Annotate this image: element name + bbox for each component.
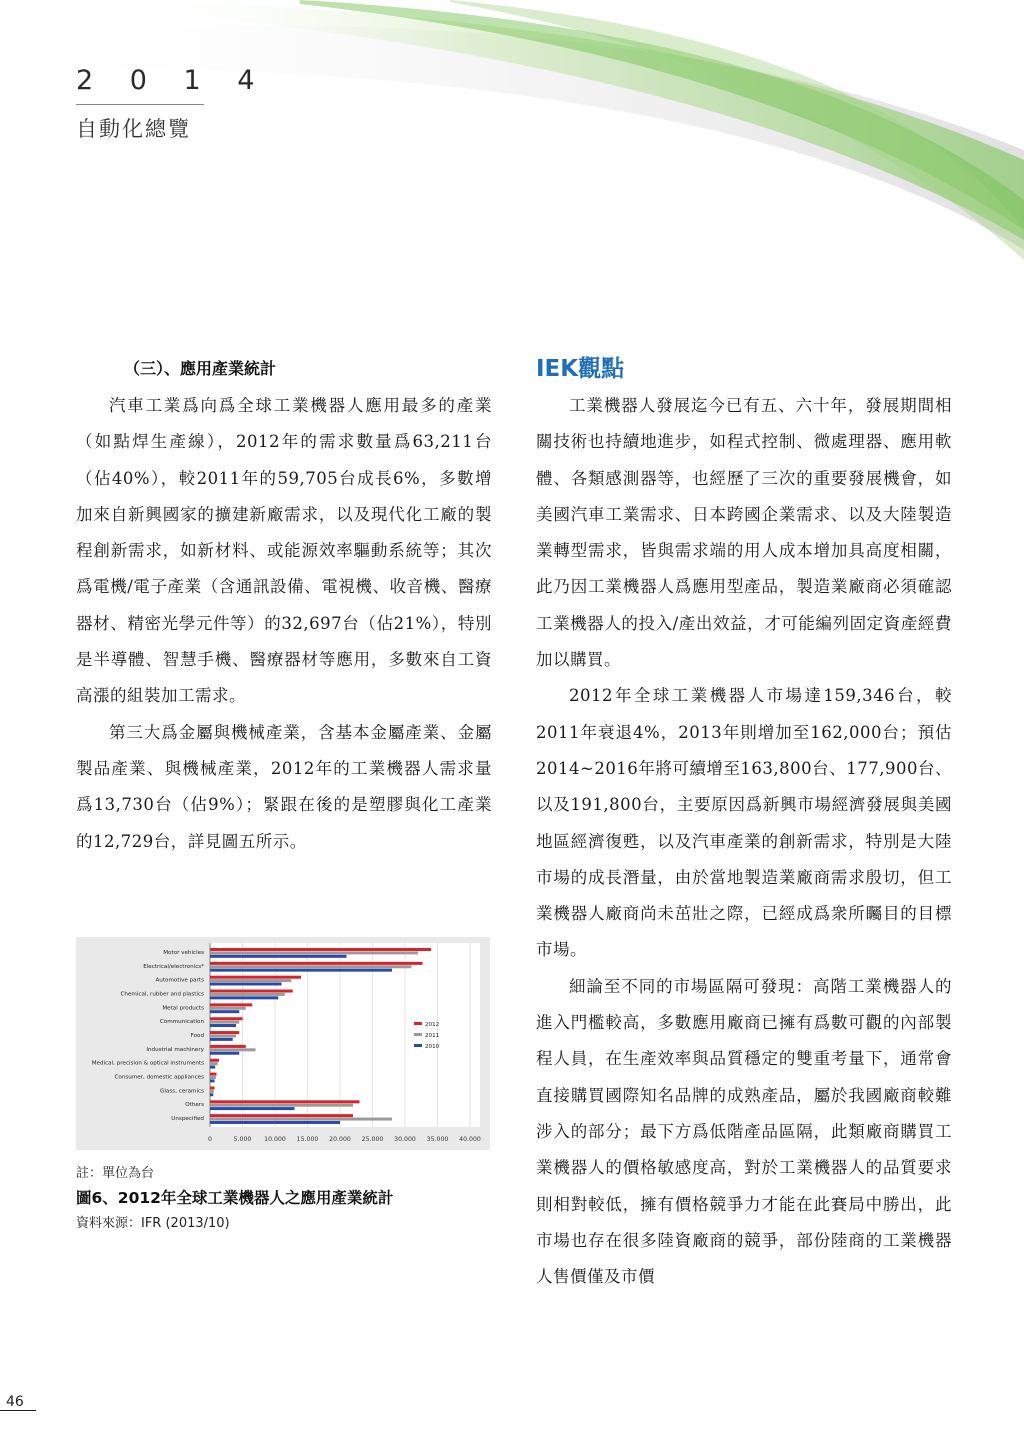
bar-2012 (210, 1003, 252, 1006)
header-rule (76, 104, 204, 105)
category-label: Glass, ceramics (160, 1088, 204, 1095)
x-tick-label: 30.000 (394, 1136, 416, 1143)
bar-2011 (210, 1076, 216, 1079)
bar-2011 (210, 1090, 214, 1093)
bar-2010 (210, 1121, 340, 1124)
bar-2010 (210, 955, 347, 958)
bar-2011 (210, 951, 418, 954)
bar-2010 (210, 1052, 239, 1055)
bar-2010 (210, 1093, 213, 1096)
body-paragraph: 第三大爲金屬與機械產業，含基本金屬產業、金屬製品產業、與機械產業，2012年的工業機器人需求量爲13,730台（佔9%）；緊跟在後的是塑膠與化工產業的12,729台，詳見圖五所示。 (76, 722, 492, 851)
header-year: 2 0 1 4 (76, 65, 269, 96)
bar-2012 (210, 1073, 217, 1076)
figure-source: 資料來源：IFR (2013/10) (76, 1216, 230, 1231)
x-tick-label: 40.000 (459, 1136, 481, 1143)
x-tick-label: 35.000 (426, 1136, 449, 1143)
category-label: Chemical, rubber and plastics (120, 991, 204, 998)
bar-2010 (210, 996, 278, 999)
bar-2012 (210, 1059, 219, 1062)
legend-label: 2012 (425, 1022, 440, 1028)
figure-note: 註：單位為台 (76, 1166, 155, 1181)
application-industry-chart (76, 937, 490, 1150)
category-label: Consumer, domestic appliances (114, 1074, 204, 1081)
category-label: Unspecified (171, 1116, 204, 1123)
bar-2010 (210, 1010, 239, 1013)
bar-2011 (210, 993, 285, 996)
legend-label: 2011 (425, 1033, 440, 1039)
bar-2010 (210, 1024, 236, 1027)
figure-title: 圖6、2012年全球工業機器人之應用產業統計 (76, 1189, 394, 1207)
left-column (76, 356, 492, 860)
bar-2011 (210, 1048, 256, 1051)
body-paragraph: 細論至不同的市場區隔可發現：高階工業機器人的進入門檻較高，多數應用廠商已擁有爲數可觀的內部製程人員，在生產效率與品質穩定的雙重考量下，通常會直接購買國際知名品牌的成熟產品，屬於我國廠商較難涉入的部分；最下方爲低階產品區隔，此類廠商購買工業機器人的價格敏感度高，對於工業機器人的品質要求則相對較低，擁有價格競爭力才能在此賽局中勝出，此市場也存在很多陸資廠商的競爭，部份陸商的工業機器人售價僅及市價 (536, 976, 952, 1287)
running-header (76, 66, 268, 143)
x-tick-label: 20.000 (329, 1136, 351, 1143)
category-label: Industrial machinery (146, 1046, 204, 1053)
bar-2012 (210, 1086, 215, 1089)
bar-2010 (210, 1079, 215, 1082)
bar-2012 (210, 990, 293, 993)
bar-2010 (210, 1038, 233, 1041)
legend-swatch (414, 1033, 422, 1036)
bar-2012 (210, 1031, 239, 1034)
category-label: Automotive parts (155, 977, 204, 984)
bar-2011 (210, 1007, 246, 1010)
category-label: Electrical/electronics* (143, 963, 204, 970)
x-tick-label: 5.000 (233, 1136, 252, 1143)
bar-2011 (210, 1034, 236, 1037)
bar-2011 (210, 1021, 239, 1024)
bar-2011 (210, 1118, 392, 1121)
bar-2010 (210, 982, 282, 985)
bar-2011 (210, 979, 291, 982)
category-label: Communication (159, 1019, 204, 1026)
body-paragraph: 工業機器人發展迄今已有五、六十年，發展期間相關技術也持續地進步，如程式控制、微處理器、應用軟體、各類感測器等，也經歷了三次的重要發展機會，如美國汽車工業需求、日本跨國企業需求、以及大陸製造業轉型需求，皆與需求端的用人成本增加具高度相關，此乃因工業機器人爲應用型產品，製造業廠商必須確認工業機器人的投入/產出效益，才可能編列固定資產經費加以購買。 (536, 396, 952, 670)
x-tick-label: 0 (208, 1136, 212, 1143)
category-label: Motor vehicles (163, 949, 204, 956)
x-tick-label: 15.000 (296, 1136, 319, 1143)
bar-2012 (210, 1100, 360, 1103)
bar-2010 (210, 969, 392, 972)
legend-label: 2010 (425, 1044, 440, 1050)
category-label: Others (185, 1102, 204, 1109)
section-heading: （三）、應用產業統計 (124, 359, 277, 378)
bar-2012 (210, 1045, 246, 1048)
bar-2012 (210, 962, 423, 965)
legend-swatch (414, 1022, 422, 1025)
bar-2011 (210, 1104, 353, 1107)
chart-svg (76, 937, 490, 1150)
bar-2010 (210, 1107, 295, 1110)
bar-2012 (210, 976, 301, 979)
bar-2011 (210, 1062, 218, 1065)
right-column (536, 356, 952, 1295)
category-label: Food (190, 1033, 204, 1039)
bar-2010 (210, 1066, 215, 1069)
page-number-rule (0, 1410, 36, 1411)
bar-2011 (210, 965, 412, 968)
bar-2012 (210, 1114, 353, 1117)
bar-2012 (210, 948, 431, 951)
iek-heading: IEK觀點 (536, 356, 625, 382)
body-paragraph: 2012年全球工業機器人市場達159,346台，較2011年衰退4%，2013年則增加至162,000台；預估2014~2016年將可續增至163,800台、177,900台、以及191,800台，主要原因爲新興市場經濟發展與美國地區經濟復甦，以及汽車產業的創新需求，特別是大陸市場的成長潛量，由於當地製造業廠商需求殷切，但工業機器人廠商尚未茁壯之際，已經成爲衆所矚目的目標市場。 (536, 686, 952, 960)
category-label: Metal products (162, 1005, 204, 1012)
category-label: Medical, precision & optical instruments (91, 1060, 204, 1067)
page-number: 46 (6, 1394, 24, 1410)
header-title: 自動化總覽 (76, 117, 191, 141)
legend-swatch (414, 1044, 422, 1047)
x-tick-label: 25.000 (361, 1136, 384, 1143)
x-tick-label: 10.000 (264, 1136, 286, 1143)
bar-2012 (210, 1017, 243, 1020)
body-paragraph: 汽車工業爲向爲全球工業機器人應用最多的產業（如點焊生產線），2012年的需求數量爲63,211台（佔40%），較2011年的59,705台成長6%，多數增加來自新興國家的擴建新廠需求，以及現代化工廠的製程創新需求，如新材料、或能源效率驅動系統等；其次爲電機/電子產業（含通訊設備、電視機、收音機、醫療器材、精密光學元件等）的32,697台（佔21%），特別是半導體、智慧手機、醫療器材等應用，多數來自工資高漲的組裝加工需求。 (76, 396, 492, 706)
